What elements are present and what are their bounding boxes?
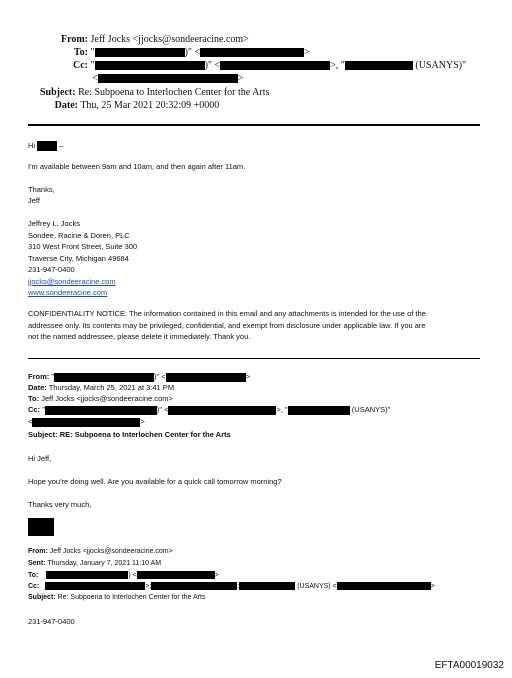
header-cc-quote: "	[90, 60, 95, 71]
redaction-block	[45, 406, 157, 415]
reply1-date-row	[28, 383, 174, 392]
notice-line2: addressee only. Its contents may be privileged, confidential, and exempt from disclosure under applicable law. If you are	[28, 321, 426, 330]
header-cc-row	[48, 60, 466, 71]
header-cc-label: Cc:	[73, 60, 88, 71]
reply1-from-sep: )" <	[154, 372, 166, 381]
header-to-end: >	[304, 47, 310, 58]
header-to-sep: )" <	[184, 47, 201, 58]
reply1-date-value: Thursday, March 25, 2021 at 3:41 PM	[48, 383, 175, 392]
redaction-block	[54, 373, 154, 382]
reply2-sent-label: Sent:	[28, 560, 46, 567]
body-line1: I'm available between 9am and 10am, and then again after 11am.	[28, 162, 246, 171]
reply1-cc-lt: <	[28, 417, 33, 426]
notice-line3: not the named addressee, please delete it immediately. Thank you.	[28, 332, 251, 341]
header-date-label: Date:	[54, 100, 78, 111]
reply1-from-label: From:	[28, 372, 50, 381]
redaction-block	[45, 582, 145, 590]
redaction-block	[95, 48, 185, 57]
sig-address2: Traverse City, Michigan 49684	[28, 254, 129, 263]
reply2-cc-sep: >;	[145, 582, 152, 590]
header-date-row	[48, 100, 219, 111]
reply2-from-label: From:	[28, 548, 48, 555]
reply2-sent-value: Thursday, January 7, 2021 11:10 AM	[47, 560, 162, 567]
reply1-divider	[28, 358, 480, 359]
reply1-cc-usanys: (USANYS)"	[351, 405, 391, 414]
header-subject-label: Subject:	[40, 87, 76, 98]
document-id: EFTA00019032	[434, 660, 504, 671]
header-cc-sep2: >, "	[330, 60, 345, 71]
redaction-block	[200, 48, 304, 57]
header-from-label: From:	[60, 34, 88, 45]
header-from-row	[48, 34, 249, 45]
redaction-block	[288, 406, 350, 415]
redaction-block	[168, 406, 276, 415]
reply2-from-row	[28, 548, 173, 555]
header-subject-value: Re: Subpoena to Interlochen Center for the Arts	[78, 87, 270, 98]
sig-phone: 231-947-0400	[28, 265, 75, 274]
header-cc-sep: )" <	[204, 60, 221, 71]
sig-firm: Sondee, Racine & Doren, PLC	[28, 231, 130, 240]
reply1-thanks: Thanks very much,	[28, 500, 92, 509]
reply1-subject-row	[28, 430, 231, 439]
sig-address1: 310 West Front Street, Suite 300	[28, 242, 138, 251]
header-divider	[28, 124, 480, 126]
header-to-quote: "	[90, 47, 95, 58]
reply1-to-label: To:	[28, 394, 40, 403]
reply2-subject-value: Re: Subpoena to Interlochen Center for the Arts	[57, 594, 206, 601]
reply1-from-quote: "	[51, 372, 55, 381]
redaction-block	[151, 582, 237, 590]
reply1-subject-label: Subject:	[28, 430, 58, 439]
sig-web-link[interactable]: www.sondeeracine.com	[28, 288, 108, 297]
reply2-to-sep: ) <	[128, 571, 137, 579]
redaction-block	[98, 74, 238, 83]
header-to-label: To:	[73, 47, 88, 58]
reply2-cc-row	[28, 582, 435, 590]
redaction-block	[46, 571, 128, 579]
reply2-cc-label: Cc:	[28, 582, 40, 590]
reply1-cc-label: Cc:	[28, 405, 41, 414]
redaction-block	[95, 61, 205, 70]
redaction-block	[220, 61, 330, 70]
header-cc-row2	[92, 73, 243, 84]
body-thanks: Thanks,	[28, 185, 55, 194]
reply2-to-label: To:	[28, 571, 39, 579]
redaction-block	[337, 582, 431, 590]
reply1-to-value: Jeff Jocks <jjocks@sondeeracine.com>	[41, 394, 173, 403]
redaction-block	[32, 418, 140, 427]
reply2-to-row	[28, 571, 219, 579]
reply1-cc-gt: >	[140, 417, 145, 426]
reply2-subject-label: Subject:	[28, 594, 56, 601]
reply1-cc-sep2: >, "	[276, 405, 288, 414]
reply2-subject-row	[28, 594, 205, 601]
header-to-row	[48, 47, 310, 58]
greeting-tail: –	[57, 141, 64, 150]
reply2-cc-gt: >	[430, 582, 435, 590]
reply1-cc-row2	[28, 417, 145, 427]
reply1-line1: Hope you're doing well. Are you available for a quick call tomorrow morning?	[28, 477, 282, 486]
header-cc-lt: <	[92, 73, 98, 84]
reply1-from-row	[28, 372, 250, 382]
redaction-block	[239, 582, 295, 590]
header-from-value: Jeff Jocks <jjocks@sondeeracine.com>	[90, 34, 249, 45]
reply2-to-end: >	[214, 571, 219, 579]
redaction-block	[345, 61, 413, 70]
reply1-greeting: Hi Jeff,	[28, 454, 52, 463]
redaction-block	[137, 571, 215, 579]
reply2-phone: 231-947-0400	[28, 617, 75, 626]
header-cc-gt: >	[237, 73, 244, 84]
redaction-block	[37, 141, 57, 151]
reply2-cc-usanys: (USANYS) <	[297, 582, 337, 590]
header-date-value: Thu, 25 Mar 2021 20:32:09 +0000	[80, 100, 220, 111]
redaction-block-signature	[28, 518, 54, 536]
reply1-to-row	[28, 394, 173, 403]
reply1-cc-row	[28, 405, 390, 415]
notice-line1: CONFIDENTIALITY NOTICE: The information contained in this email and any attachments is intended for the use of the	[28, 309, 426, 318]
redaction-block	[166, 373, 246, 382]
reply1-date-label: Date:	[28, 383, 47, 392]
reply2-from-value: Jeff Jocks <jjocks@sondeeracine.com>	[49, 548, 173, 555]
header-subject-row	[40, 87, 269, 98]
reply1-subject-value: RE: Subpoena to Interlochen Center for the Arts	[59, 430, 231, 439]
sig-email-link[interactable]: jjocks@sondeeracine.com	[28, 277, 116, 286]
reply1-cc-sep: )" <	[156, 405, 169, 414]
body-name: Jeff	[28, 196, 40, 205]
greeting-text: Hi	[28, 141, 36, 150]
greeting-row	[28, 141, 63, 151]
header-cc-usanys: (USANYS)"	[415, 60, 467, 71]
reply2-sent-row	[28, 560, 161, 567]
sig-name: Jeffrey L. Jocks	[28, 219, 80, 228]
reply1-from-end: >	[245, 372, 251, 381]
reply1-cc-quote: "	[42, 405, 45, 414]
